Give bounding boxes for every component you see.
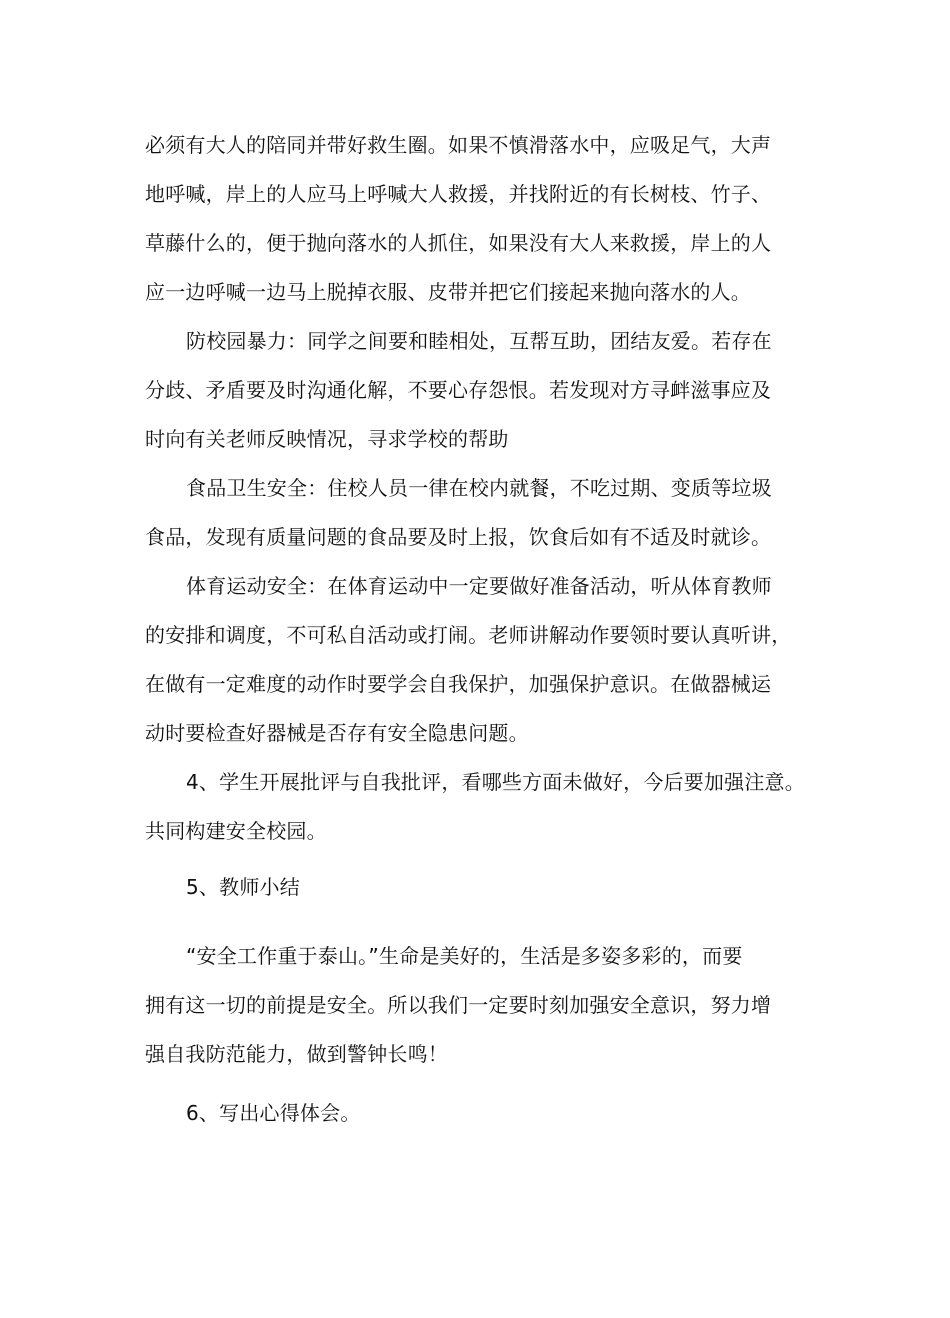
text-line: 动时要检查好器械是否存有安全隐患问题。	[145, 721, 529, 745]
text-line: 地呼喊，岸上的人应马上呼喊大人救援，并找附近的有长树枝、竹子、	[145, 182, 772, 206]
item-5-heading: 5、教师小结	[186, 875, 300, 899]
item-4: 4、学生开展批评与自我批评，看哪些方面未做好，今后要加强注意。	[186, 770, 805, 794]
text-line: 草藤什么的，便于抛向落水的人抓住，如果没有大人来救援，岸上的人	[145, 231, 772, 255]
text-line: 食品，发现有质量问题的食品要及时上报，饮食后如有不适及时就诊。	[145, 525, 772, 549]
paragraph-food-safety: 食品卫生安全：住校人员一律在校内就餐，不吃过期、变质等垃圾	[186, 476, 772, 500]
text-line: 拥有这一切的前提是安全。所以我们一定要时刻加强安全意识，努力增	[145, 993, 772, 1017]
paragraph-campus-violence: 防校园暴力：同学之间要和睦相处，互帮互助，团结友爱。若存在	[186, 329, 772, 353]
text-line: 应一边呼喊一边马上脱掉衣服、皮带并把它们接起来抛向落水的人。	[145, 280, 751, 304]
paragraph-sports-safety: 体育运动安全：在体育运动中一定要做好准备活动，听从体育教师	[186, 574, 772, 598]
text-line: 强自我防范能力，做到警钟长鸣！	[145, 1042, 448, 1066]
text-line: 必须有大人的陪同并带好救生圈。如果不慎滑落水中，应吸足气，大声	[145, 133, 772, 157]
teacher-summary-quote: “安全工作重于泰山。”生命是美好的，生活是多姿多彩的，而要	[186, 944, 743, 968]
text-line: 时向有关老师反映情况，寻求学校的帮助	[145, 427, 509, 451]
text-line: 共同构建安全校园。	[145, 819, 327, 843]
text-line: 在做有一定难度的动作时要学会自我保护，加强保护意识。在做器械运	[145, 672, 772, 696]
item-6-heading: 6、写出心得体会。	[186, 1101, 361, 1125]
text-line: 分歧、矛盾要及时沟通化解，不要心存怨恨。若发现对方寻衅滋事应及	[145, 378, 772, 402]
text-line: 的安排和调度，不可私自活动或打闹。老师讲解动作要领时要认真听讲，	[145, 623, 792, 647]
